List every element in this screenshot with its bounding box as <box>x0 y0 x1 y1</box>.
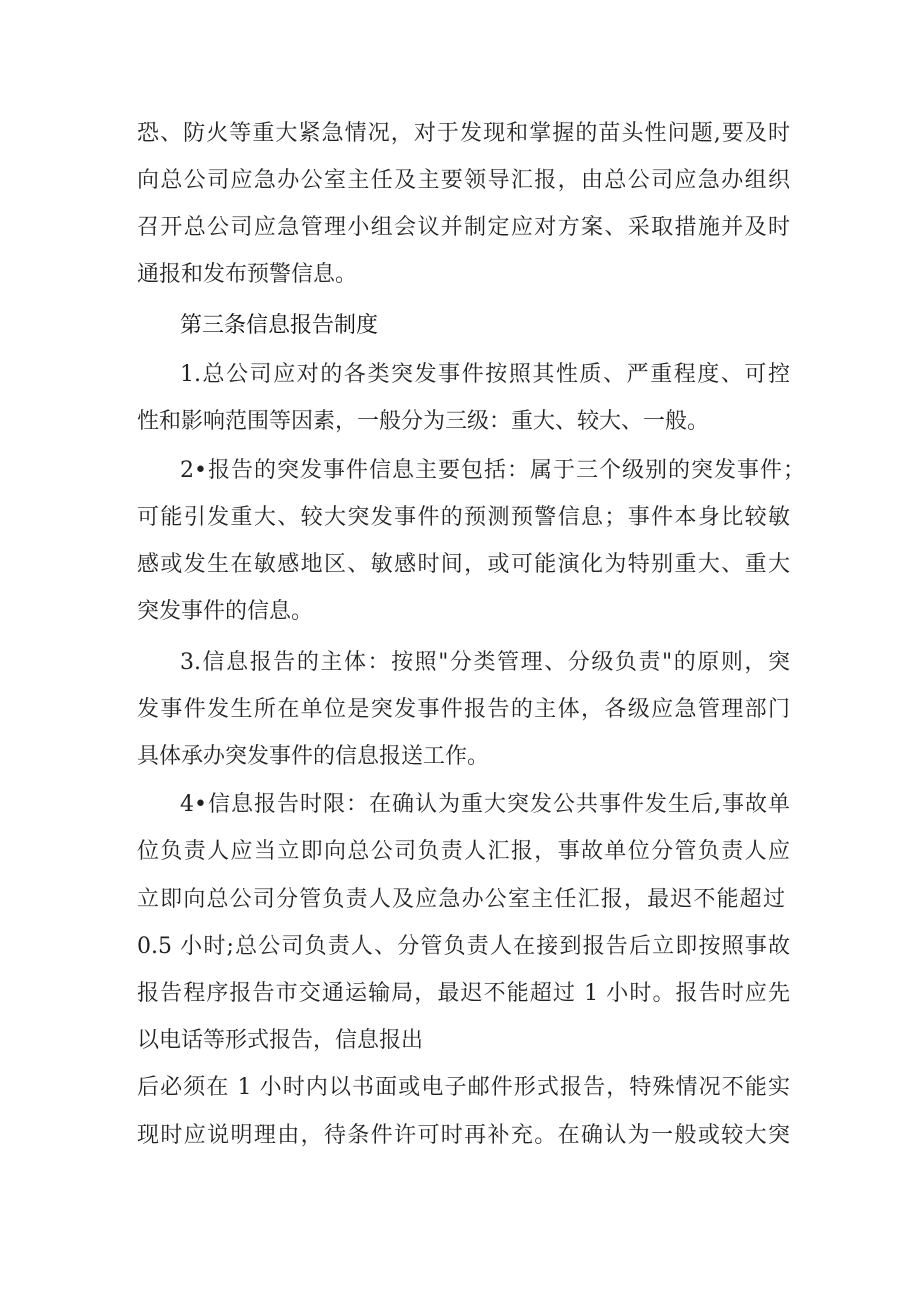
section-heading: 第三条信息报告制度 <box>180 313 379 338</box>
paragraph-line: 恐、防火等重大紧急情况，对于发现和掌握的苗头性问题,要及时 <box>137 121 790 146</box>
paragraph-line: 以电话等形式报告，信息报出 <box>137 1028 424 1053</box>
paragraph-line: 位负责人应当立即向总公司负责人汇报，事故单位分管负责人应 <box>137 839 790 864</box>
paragraph-line: 现时应说明理由，待条件许可时再补充。在确认为一般或较大突 <box>137 1123 790 1148</box>
paragraph-line: 立即向总公司分管负责人及应急办公室主任汇报，最迟不能超过 <box>137 887 785 912</box>
paragraph-line: 1.总公司应对的各类突发事件按照其性质、严重程度、可控 <box>180 362 790 387</box>
paragraph-line: 具体承办突发事件的信息报送工作。 <box>137 744 490 769</box>
paragraph-line: 0.5 小时;总公司负责人、分管负责人在接到报告后立即按照事故 <box>137 934 790 959</box>
paragraph-line: 召开总公司应急管理小组会议并制定应对方案、采取措施并及时 <box>137 215 790 240</box>
paragraph-line: 发事件发生所在单位是突发事件报告的主体，各级应急管理部门 <box>137 697 790 722</box>
paragraph-line: 报告程序报告市交通运输局，最迟不能超过 1 小时。报告时应先 <box>137 981 790 1006</box>
paragraph-line: 感或发生在敏感地区、敏感时间，或可能演化为特别重大、重大 <box>137 552 790 577</box>
paragraph-line: 向总公司应急办公室主任及主要领导汇报，由总公司应急办组织 <box>137 168 790 193</box>
paragraph-line: 突发事件的信息。 <box>137 599 314 624</box>
paragraph-line: 性和影响范围等因素，一般分为三级：重大、较大、一般。 <box>137 409 710 434</box>
paragraph-line: 4•信息报告时限：在确认为重大突发公共事件发生后,事故单 <box>180 792 790 817</box>
paragraph-line: 3.信息报告的主体：按照"分类管理、分级负责"的原则，突 <box>180 650 790 675</box>
paragraph-line: 后必须在 1 小时内以书面或电子邮件形式报告，特殊情况不能实 <box>137 1075 790 1100</box>
paragraph-line: 可能引发重大、较大突发事件的预测预警信息；事件本身比较敏 <box>137 505 790 530</box>
paragraph-line: 通报和发布预警信息。 <box>137 262 358 287</box>
paragraph-line: 2•报告的突发事件信息主要包括：属于三个级别的突发事件； <box>180 458 805 483</box>
